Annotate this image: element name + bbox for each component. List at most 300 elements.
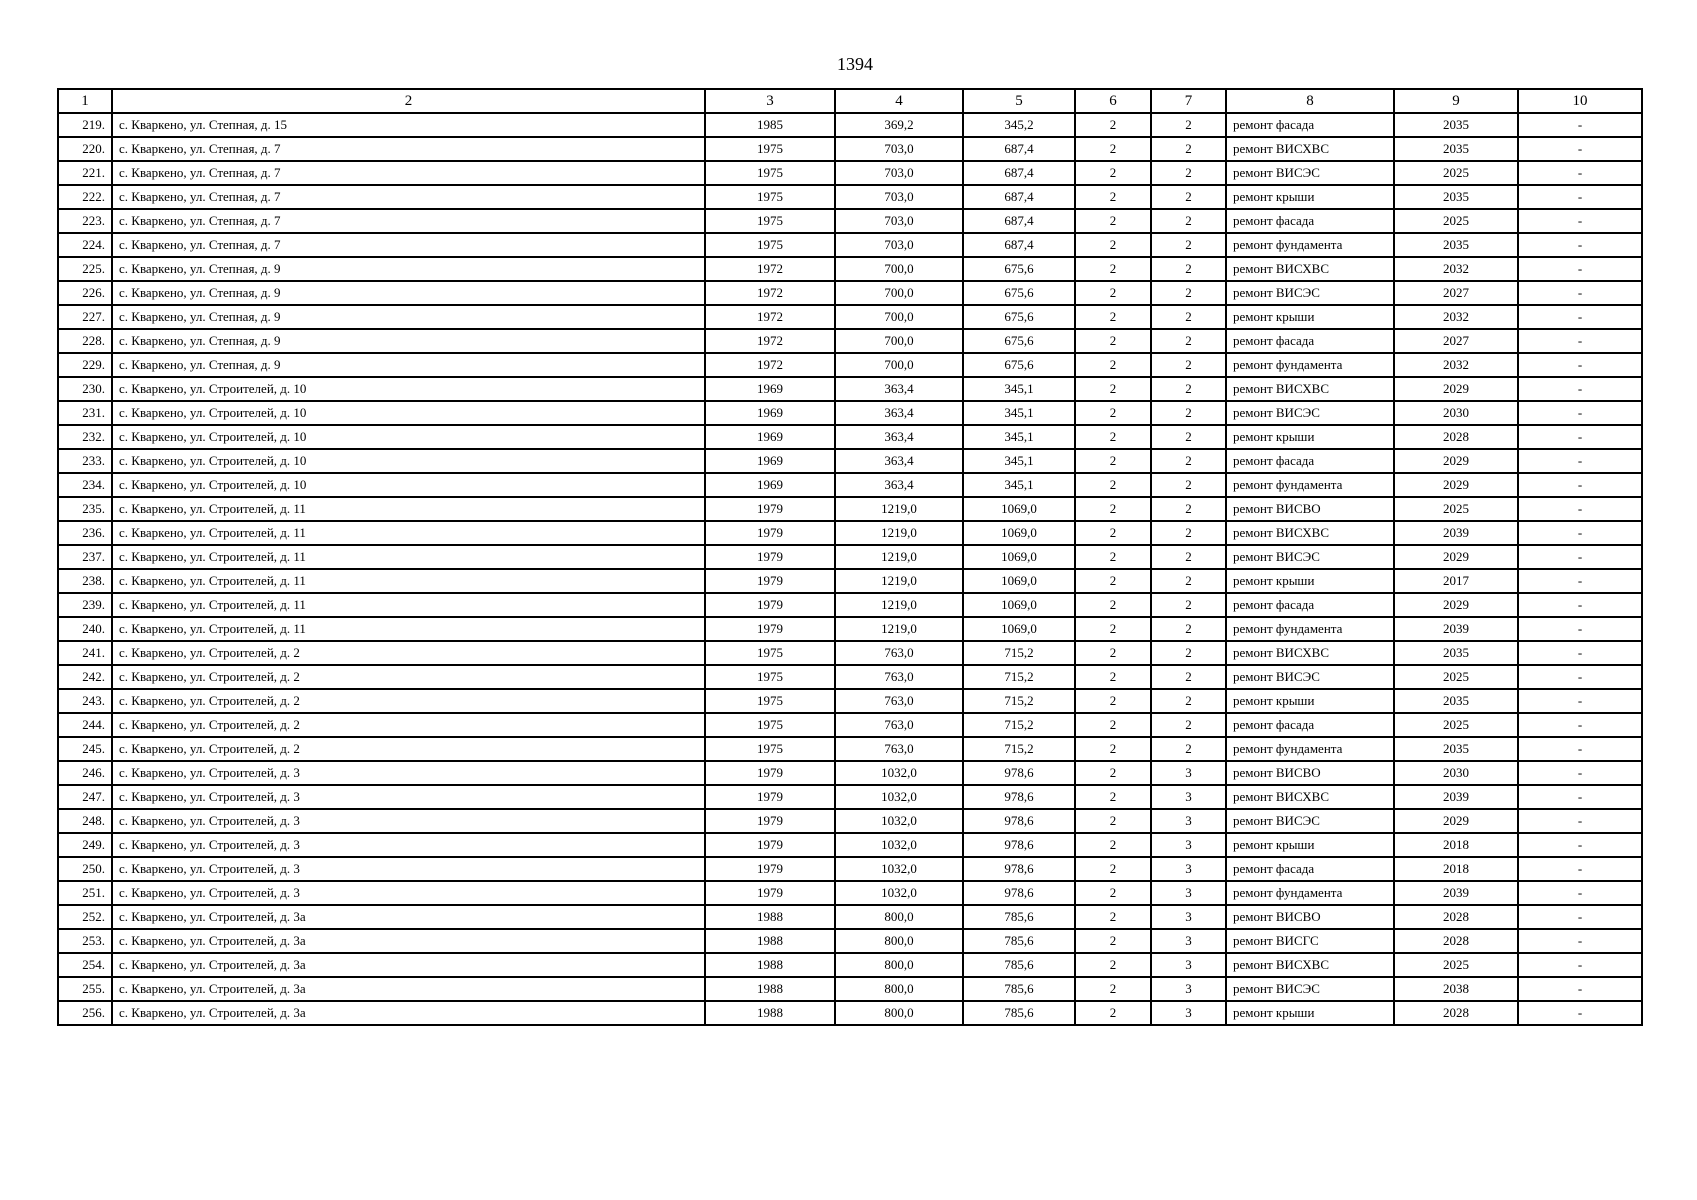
entrances-cell: 2: [1151, 617, 1226, 641]
living-area-cell: 785,6: [963, 905, 1075, 929]
entrances-cell: 2: [1151, 449, 1226, 473]
year-built-cell: 1988: [705, 1001, 835, 1025]
row-number-cell: 230.: [58, 377, 112, 401]
floors-cell: 2: [1075, 449, 1151, 473]
column-header: 2: [112, 89, 705, 113]
address-cell: с. Кваркено, ул. Строителей, д. 2: [112, 665, 705, 689]
column-header: 1: [58, 89, 112, 113]
entrances-cell: 2: [1151, 425, 1226, 449]
address-cell: с. Кваркено, ул. Строителей, д. 2: [112, 641, 705, 665]
year-built-cell: 1969: [705, 377, 835, 401]
column-header: 3: [705, 89, 835, 113]
floors-cell: 2: [1075, 137, 1151, 161]
repair-type-cell: ремонт ВИСХВС: [1226, 641, 1394, 665]
floors-cell: 2: [1075, 737, 1151, 761]
address-cell: с. Кваркено, ул. Строителей, д. 10: [112, 377, 705, 401]
entrances-cell: 3: [1151, 977, 1226, 1001]
floors-cell: 2: [1075, 401, 1151, 425]
total-area-cell: 1219,0: [835, 617, 963, 641]
table-row: [58, 929, 1642, 953]
year-built-cell: 1988: [705, 977, 835, 1001]
floors-cell: 2: [1075, 593, 1151, 617]
entrances-cell: 2: [1151, 233, 1226, 257]
total-area-cell: 363,4: [835, 401, 963, 425]
entrances-cell: 2: [1151, 209, 1226, 233]
year-built-cell: 1972: [705, 305, 835, 329]
planned-year-cell: 2029: [1394, 377, 1518, 401]
repair-type-cell: ремонт фасада: [1226, 593, 1394, 617]
total-area-cell: 363,4: [835, 425, 963, 449]
note-cell: -: [1518, 905, 1642, 929]
floors-cell: 2: [1075, 809, 1151, 833]
total-area-cell: 1032,0: [835, 809, 963, 833]
planned-year-cell: 2018: [1394, 833, 1518, 857]
floors-cell: 2: [1075, 857, 1151, 881]
address-cell: с. Кваркено, ул. Строителей, д. 11: [112, 593, 705, 617]
planned-year-cell: 2025: [1394, 665, 1518, 689]
entrances-cell: 3: [1151, 929, 1226, 953]
floors-cell: 2: [1075, 329, 1151, 353]
repair-type-cell: ремонт крыши: [1226, 689, 1394, 713]
address-cell: с. Кваркено, ул. Строителей, д. 3а: [112, 929, 705, 953]
total-area-cell: 363,4: [835, 473, 963, 497]
repair-type-cell: ремонт ВИСЭС: [1226, 665, 1394, 689]
table-row: [58, 113, 1642, 137]
total-area-cell: 700,0: [835, 257, 963, 281]
entrances-cell: 2: [1151, 593, 1226, 617]
entrances-cell: 2: [1151, 377, 1226, 401]
table-row: [58, 833, 1642, 857]
year-built-cell: 1979: [705, 833, 835, 857]
table-row: [58, 761, 1642, 785]
note-cell: -: [1518, 161, 1642, 185]
planned-year-cell: 2017: [1394, 569, 1518, 593]
repair-type-cell: ремонт ВИСЭС: [1226, 545, 1394, 569]
column-header: 9: [1394, 89, 1518, 113]
entrances-cell: 2: [1151, 665, 1226, 689]
planned-year-cell: 2032: [1394, 353, 1518, 377]
living-area-cell: 785,6: [963, 929, 1075, 953]
living-area-cell: 715,2: [963, 737, 1075, 761]
address-cell: с. Кваркено, ул. Строителей, д. 3: [112, 833, 705, 857]
total-area-cell: 1032,0: [835, 833, 963, 857]
note-cell: -: [1518, 737, 1642, 761]
planned-year-cell: 2027: [1394, 329, 1518, 353]
address-cell: с. Кваркено, ул. Строителей, д. 11: [112, 497, 705, 521]
floors-cell: 2: [1075, 833, 1151, 857]
entrances-cell: 2: [1151, 737, 1226, 761]
address-cell: с. Кваркено, ул. Степная, д. 7: [112, 233, 705, 257]
floors-cell: 2: [1075, 353, 1151, 377]
note-cell: -: [1518, 425, 1642, 449]
note-cell: -: [1518, 569, 1642, 593]
year-built-cell: 1972: [705, 353, 835, 377]
floors-cell: 2: [1075, 305, 1151, 329]
address-cell: с. Кваркено, ул. Строителей, д. 3: [112, 857, 705, 881]
entrances-cell: 2: [1151, 305, 1226, 329]
entrances-cell: 3: [1151, 1001, 1226, 1025]
table-row: [58, 1001, 1642, 1025]
planned-year-cell: 2028: [1394, 929, 1518, 953]
table-row: [58, 401, 1642, 425]
repair-type-cell: ремонт ВИСВО: [1226, 905, 1394, 929]
note-cell: -: [1518, 353, 1642, 377]
living-area-cell: 1069,0: [963, 569, 1075, 593]
repair-type-cell: ремонт ВИСХВС: [1226, 137, 1394, 161]
year-built-cell: 1969: [705, 425, 835, 449]
address-cell: с. Кваркено, ул. Степная, д. 7: [112, 209, 705, 233]
row-number-cell: 223.: [58, 209, 112, 233]
planned-year-cell: 2035: [1394, 185, 1518, 209]
table-row: [58, 209, 1642, 233]
row-number-cell: 243.: [58, 689, 112, 713]
note-cell: -: [1518, 1001, 1642, 1025]
living-area-cell: 715,2: [963, 641, 1075, 665]
total-area-cell: 800,0: [835, 1001, 963, 1025]
repair-type-cell: ремонт фасада: [1226, 857, 1394, 881]
living-area-cell: 675,6: [963, 329, 1075, 353]
entrances-cell: 2: [1151, 521, 1226, 545]
note-cell: -: [1518, 593, 1642, 617]
table-row: [58, 641, 1642, 665]
living-area-cell: 675,6: [963, 257, 1075, 281]
note-cell: -: [1518, 761, 1642, 785]
row-number-cell: 236.: [58, 521, 112, 545]
note-cell: -: [1518, 665, 1642, 689]
address-cell: с. Кваркено, ул. Строителей, д. 3а: [112, 1001, 705, 1025]
address-cell: с. Кваркено, ул. Степная, д. 9: [112, 281, 705, 305]
row-number-cell: 242.: [58, 665, 112, 689]
planned-year-cell: 2027: [1394, 281, 1518, 305]
total-area-cell: 700,0: [835, 353, 963, 377]
repair-type-cell: ремонт фасада: [1226, 449, 1394, 473]
year-built-cell: 1975: [705, 713, 835, 737]
repair-type-cell: ремонт ВИСХВС: [1226, 521, 1394, 545]
note-cell: -: [1518, 521, 1642, 545]
floors-cell: 2: [1075, 1001, 1151, 1025]
floors-cell: 2: [1075, 953, 1151, 977]
row-number-cell: 232.: [58, 425, 112, 449]
column-header: 10: [1518, 89, 1642, 113]
planned-year-cell: 2035: [1394, 113, 1518, 137]
repair-type-cell: ремонт крыши: [1226, 185, 1394, 209]
year-built-cell: 1979: [705, 593, 835, 617]
planned-year-cell: 2029: [1394, 809, 1518, 833]
table-row: [58, 305, 1642, 329]
address-cell: с. Кваркено, ул. Строителей, д. 10: [112, 401, 705, 425]
row-number-cell: 246.: [58, 761, 112, 785]
repair-type-cell: ремонт ВИСХВС: [1226, 785, 1394, 809]
total-area-cell: 800,0: [835, 929, 963, 953]
floors-cell: 2: [1075, 209, 1151, 233]
repair-type-cell: ремонт фасада: [1226, 713, 1394, 737]
year-built-cell: 1975: [705, 737, 835, 761]
entrances-cell: 2: [1151, 497, 1226, 521]
address-cell: с. Кваркено, ул. Строителей, д. 3а: [112, 977, 705, 1001]
floors-cell: 2: [1075, 185, 1151, 209]
address-cell: с. Кваркено, ул. Строителей, д. 3а: [112, 905, 705, 929]
entrances-cell: 3: [1151, 881, 1226, 905]
floors-cell: 2: [1075, 713, 1151, 737]
address-cell: с. Кваркено, ул. Строителей, д. 3а: [112, 953, 705, 977]
year-built-cell: 1969: [705, 449, 835, 473]
living-area-cell: 675,6: [963, 305, 1075, 329]
total-area-cell: 369,2: [835, 113, 963, 137]
entrances-cell: 3: [1151, 953, 1226, 977]
planned-year-cell: 2035: [1394, 233, 1518, 257]
entrances-cell: 2: [1151, 137, 1226, 161]
entrances-cell: 2: [1151, 257, 1226, 281]
address-cell: с. Кваркено, ул. Строителей, д. 10: [112, 473, 705, 497]
row-number-cell: 251.: [58, 881, 112, 905]
address-cell: с. Кваркено, ул. Строителей, д. 11: [112, 617, 705, 641]
living-area-cell: 978,6: [963, 809, 1075, 833]
row-number-cell: 250.: [58, 857, 112, 881]
entrances-cell: 3: [1151, 809, 1226, 833]
year-built-cell: 1979: [705, 809, 835, 833]
table-row: [58, 425, 1642, 449]
row-number-cell: 237.: [58, 545, 112, 569]
entrances-cell: 2: [1151, 473, 1226, 497]
entrances-cell: 2: [1151, 113, 1226, 137]
planned-year-cell: 2029: [1394, 473, 1518, 497]
note-cell: -: [1518, 833, 1642, 857]
table-row: [58, 473, 1642, 497]
note-cell: -: [1518, 137, 1642, 161]
table-row: [58, 257, 1642, 281]
repair-schedule-table: [57, 88, 1643, 1026]
year-built-cell: 1972: [705, 257, 835, 281]
note-cell: -: [1518, 185, 1642, 209]
address-cell: с. Кваркено, ул. Строителей, д. 3: [112, 881, 705, 905]
total-area-cell: 703,0: [835, 185, 963, 209]
repair-type-cell: ремонт крыши: [1226, 1001, 1394, 1025]
planned-year-cell: 2028: [1394, 1001, 1518, 1025]
year-built-cell: 1988: [705, 905, 835, 929]
table-row: [58, 785, 1642, 809]
note-cell: -: [1518, 713, 1642, 737]
row-number-cell: 245.: [58, 737, 112, 761]
planned-year-cell: 2038: [1394, 977, 1518, 1001]
living-area-cell: 345,1: [963, 473, 1075, 497]
table-row: [58, 137, 1642, 161]
year-built-cell: 1975: [705, 233, 835, 257]
year-built-cell: 1975: [705, 665, 835, 689]
note-cell: -: [1518, 329, 1642, 353]
repair-type-cell: ремонт ВИСЭС: [1226, 281, 1394, 305]
row-number-cell: 221.: [58, 161, 112, 185]
note-cell: -: [1518, 977, 1642, 1001]
planned-year-cell: 2035: [1394, 737, 1518, 761]
total-area-cell: 763,0: [835, 689, 963, 713]
living-area-cell: 687,4: [963, 209, 1075, 233]
repair-type-cell: ремонт фасада: [1226, 329, 1394, 353]
repair-type-cell: ремонт фундамента: [1226, 737, 1394, 761]
planned-year-cell: 2035: [1394, 689, 1518, 713]
living-area-cell: 345,1: [963, 449, 1075, 473]
row-number-cell: 234.: [58, 473, 112, 497]
entrances-cell: 2: [1151, 545, 1226, 569]
total-area-cell: 703,0: [835, 161, 963, 185]
row-number-cell: 240.: [58, 617, 112, 641]
row-number-cell: 254.: [58, 953, 112, 977]
total-area-cell: 1219,0: [835, 521, 963, 545]
living-area-cell: 345,1: [963, 377, 1075, 401]
entrances-cell: 3: [1151, 833, 1226, 857]
planned-year-cell: 2035: [1394, 641, 1518, 665]
entrances-cell: 2: [1151, 641, 1226, 665]
entrances-cell: 2: [1151, 689, 1226, 713]
living-area-cell: 715,2: [963, 713, 1075, 737]
planned-year-cell: 2039: [1394, 881, 1518, 905]
table-row: [58, 281, 1642, 305]
note-cell: -: [1518, 497, 1642, 521]
table-row: [58, 161, 1642, 185]
address-cell: с. Кваркено, ул. Строителей, д. 3: [112, 785, 705, 809]
year-built-cell: 1979: [705, 569, 835, 593]
address-cell: с. Кваркено, ул. Строителей, д. 2: [112, 713, 705, 737]
floors-cell: 2: [1075, 545, 1151, 569]
row-number-cell: 247.: [58, 785, 112, 809]
living-area-cell: 1069,0: [963, 593, 1075, 617]
entrances-cell: 2: [1151, 329, 1226, 353]
total-area-cell: 700,0: [835, 329, 963, 353]
row-number-cell: 252.: [58, 905, 112, 929]
total-area-cell: 703,0: [835, 233, 963, 257]
table-row: [58, 857, 1642, 881]
row-number-cell: 248.: [58, 809, 112, 833]
address-cell: с. Кваркено, ул. Строителей, д. 11: [112, 569, 705, 593]
living-area-cell: 345,2: [963, 113, 1075, 137]
row-number-cell: 228.: [58, 329, 112, 353]
planned-year-cell: 2035: [1394, 137, 1518, 161]
page-number: 1394: [837, 54, 873, 74]
entrances-cell: 3: [1151, 761, 1226, 785]
planned-year-cell: 2039: [1394, 785, 1518, 809]
address-cell: с. Кваркено, ул. Степная, д. 7: [112, 161, 705, 185]
year-built-cell: 1975: [705, 161, 835, 185]
repair-type-cell: ремонт крыши: [1226, 569, 1394, 593]
planned-year-cell: 2025: [1394, 497, 1518, 521]
year-built-cell: 1975: [705, 137, 835, 161]
note-cell: -: [1518, 257, 1642, 281]
total-area-cell: 700,0: [835, 281, 963, 305]
year-built-cell: 1988: [705, 929, 835, 953]
year-built-cell: 1972: [705, 281, 835, 305]
address-cell: с. Кваркено, ул. Строителей, д. 2: [112, 737, 705, 761]
year-built-cell: 1979: [705, 617, 835, 641]
table-row: [58, 665, 1642, 689]
repair-type-cell: ремонт фундамента: [1226, 473, 1394, 497]
entrances-cell: 3: [1151, 785, 1226, 809]
row-number-cell: 256.: [58, 1001, 112, 1025]
repair-type-cell: ремонт ВИСЭС: [1226, 809, 1394, 833]
table-row: [58, 449, 1642, 473]
repair-type-cell: ремонт ВИСХВС: [1226, 257, 1394, 281]
living-area-cell: 675,6: [963, 353, 1075, 377]
repair-type-cell: ремонт фундамента: [1226, 233, 1394, 257]
living-area-cell: 687,4: [963, 185, 1075, 209]
total-area-cell: 703,0: [835, 137, 963, 161]
total-area-cell: 1032,0: [835, 785, 963, 809]
living-area-cell: 687,4: [963, 233, 1075, 257]
note-cell: -: [1518, 449, 1642, 473]
address-cell: с. Кваркено, ул. Строителей, д. 11: [112, 521, 705, 545]
repair-type-cell: ремонт крыши: [1226, 425, 1394, 449]
year-built-cell: 1979: [705, 545, 835, 569]
living-area-cell: 978,6: [963, 785, 1075, 809]
address-cell: с. Кваркено, ул. Степная, д. 7: [112, 185, 705, 209]
total-area-cell: 800,0: [835, 977, 963, 1001]
planned-year-cell: 2032: [1394, 305, 1518, 329]
year-built-cell: 1979: [705, 521, 835, 545]
year-built-cell: 1975: [705, 209, 835, 233]
address-cell: с. Кваркено, ул. Строителей, д. 10: [112, 425, 705, 449]
year-built-cell: 1969: [705, 401, 835, 425]
total-area-cell: 763,0: [835, 665, 963, 689]
address-cell: с. Кваркено, ул. Степная, д. 15: [112, 113, 705, 137]
floors-cell: 2: [1075, 905, 1151, 929]
planned-year-cell: 2028: [1394, 905, 1518, 929]
table-row: [58, 497, 1642, 521]
planned-year-cell: 2025: [1394, 161, 1518, 185]
table-row: [58, 545, 1642, 569]
total-area-cell: 1032,0: [835, 881, 963, 905]
floors-cell: 2: [1075, 569, 1151, 593]
repair-type-cell: ремонт ВИСХВС: [1226, 953, 1394, 977]
total-area-cell: 363,4: [835, 449, 963, 473]
table-body: [58, 113, 1642, 1025]
floors-cell: 2: [1075, 977, 1151, 1001]
note-cell: -: [1518, 209, 1642, 233]
row-number-cell: 220.: [58, 137, 112, 161]
table-row: [58, 233, 1642, 257]
entrances-cell: 3: [1151, 857, 1226, 881]
address-cell: с. Кваркено, ул. Степная, д. 9: [112, 257, 705, 281]
year-built-cell: 1979: [705, 857, 835, 881]
table-row: [58, 593, 1642, 617]
note-cell: -: [1518, 473, 1642, 497]
row-number-cell: 222.: [58, 185, 112, 209]
living-area-cell: 345,1: [963, 401, 1075, 425]
total-area-cell: 763,0: [835, 737, 963, 761]
address-cell: с. Кваркено, ул. Строителей, д. 3: [112, 809, 705, 833]
entrances-cell: 2: [1151, 713, 1226, 737]
floors-cell: 2: [1075, 761, 1151, 785]
table-row: [58, 881, 1642, 905]
note-cell: -: [1518, 377, 1642, 401]
repair-type-cell: ремонт ВИСЭС: [1226, 161, 1394, 185]
year-built-cell: 1979: [705, 881, 835, 905]
planned-year-cell: 2028: [1394, 425, 1518, 449]
row-number-cell: 233.: [58, 449, 112, 473]
total-area-cell: 1219,0: [835, 593, 963, 617]
note-cell: -: [1518, 401, 1642, 425]
living-area-cell: 978,6: [963, 761, 1075, 785]
address-cell: с. Кваркено, ул. Строителей, д. 11: [112, 545, 705, 569]
row-number-cell: 253.: [58, 929, 112, 953]
living-area-cell: 785,6: [963, 977, 1075, 1001]
note-cell: -: [1518, 305, 1642, 329]
floors-cell: 2: [1075, 281, 1151, 305]
entrances-cell: 2: [1151, 185, 1226, 209]
repair-type-cell: ремонт крыши: [1226, 833, 1394, 857]
repair-type-cell: ремонт ВИСЭС: [1226, 977, 1394, 1001]
year-built-cell: 1969: [705, 473, 835, 497]
entrances-cell: 3: [1151, 905, 1226, 929]
note-cell: -: [1518, 929, 1642, 953]
table-row: [58, 905, 1642, 929]
